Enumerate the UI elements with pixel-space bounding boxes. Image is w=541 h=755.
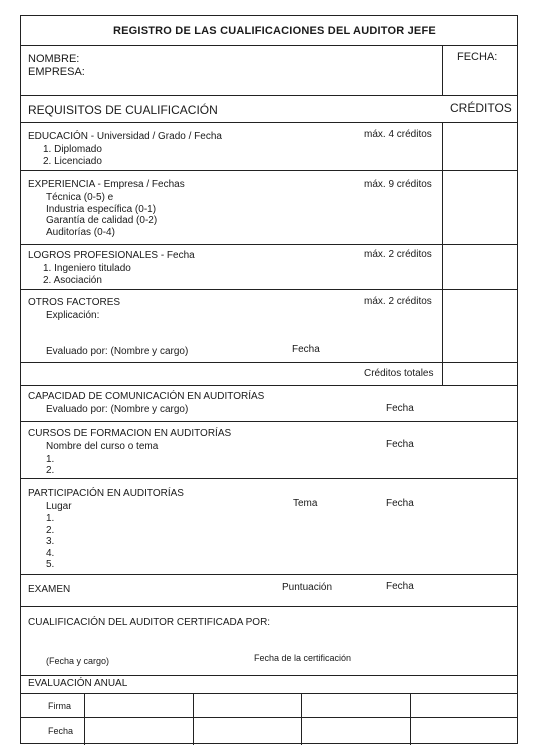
- cursos-item: 1.: [46, 454, 55, 465]
- examen-fecha: Fecha: [386, 581, 414, 592]
- divider: [21, 95, 517, 96]
- participacion-heading: PARTICIPACIÓN EN AUDITORÍAS: [28, 488, 184, 499]
- divider: [21, 606, 517, 607]
- evaluacion-heading: EVALUACIÓN ANUAL: [28, 678, 128, 689]
- experiencia-item: Industria específica (0-1): [46, 204, 157, 215]
- divider: [301, 693, 302, 745]
- evaluacion-firma: Firma: [48, 701, 71, 711]
- participacion-item: 3.: [46, 536, 55, 547]
- divider: [193, 693, 194, 745]
- educacion-max: máx. 4 créditos: [364, 129, 432, 140]
- educacion-item: 2. Licenciado: [43, 156, 102, 167]
- participacion-lugar: Lugar: [46, 501, 72, 512]
- divider: [442, 45, 443, 95]
- fecha-label: FECHA:: [457, 51, 498, 63]
- cursos-heading: CURSOS DE FORMACION EN AUDITORÍAS: [28, 428, 232, 439]
- logros-heading: LOGROS PROFESIONALES - Fecha: [28, 250, 195, 261]
- participacion-item: 4.: [46, 548, 55, 559]
- educacion-heading: EDUCACIÓN - Universidad / Grado / Fecha: [28, 131, 222, 142]
- otros-fecha: Fecha: [292, 344, 320, 355]
- participacion-tema: Tema: [293, 498, 318, 509]
- cursos-item: 2.: [46, 465, 55, 476]
- creditos-totales-label: Créditos totales: [364, 368, 434, 379]
- participacion-item: 1.: [46, 513, 55, 524]
- logros-item: 2. Asociación: [43, 275, 102, 286]
- otros-explicacion: Explicación:: [46, 310, 100, 321]
- divider: [21, 675, 517, 676]
- certificada-fecha-cert: Fecha de la certificación: [254, 653, 352, 663]
- nombre-label: NOMBRE:: [28, 53, 80, 65]
- cursos-fecha: Fecha: [386, 439, 414, 450]
- divider: [442, 122, 443, 362]
- otros-max: máx. 2 créditos: [364, 296, 432, 307]
- experiencia-item: Técnica (0-5) e: [46, 192, 114, 203]
- otros-heading: OTROS FACTORES: [28, 297, 121, 308]
- divider: [21, 574, 517, 575]
- experiencia-max: máx. 9 créditos: [364, 179, 432, 190]
- experiencia-item: Garantía de calidad (0-2): [46, 215, 158, 226]
- empresa-label: EMPRESA:: [28, 66, 85, 78]
- divider: [442, 362, 443, 385]
- comunicacion-heading: CAPACIDAD DE COMUNICACIÓN EN AUDITORÍAS: [28, 391, 265, 402]
- divider: [21, 478, 517, 479]
- divider: [21, 421, 517, 422]
- experiencia-item: Auditorías (0-4): [46, 227, 115, 238]
- creditos-heading: CRÉDITOS: [450, 101, 512, 115]
- divider: [21, 717, 517, 718]
- requisitos-heading: REQUISITOS DE CUALIFICACIÓN: [28, 103, 218, 117]
- cursos-nombre: Nombre del curso o tema: [46, 441, 159, 452]
- participacion-item: 2.: [46, 525, 55, 536]
- participacion-item: 5.: [46, 559, 55, 570]
- logros-max: máx. 2 créditos: [364, 249, 432, 260]
- examen-puntuacion: Puntuación: [282, 582, 333, 593]
- logros-item: 1. Ingeniero titulado: [43, 263, 131, 274]
- experiencia-heading: EXPERIENCIA - Empresa / Fechas: [28, 179, 185, 190]
- educacion-item: 1. Diplomado: [43, 144, 102, 155]
- comunicacion-fecha: Fecha: [386, 403, 414, 414]
- divider: [84, 693, 85, 745]
- participacion-fecha: Fecha: [386, 498, 414, 509]
- divider: [21, 693, 517, 694]
- divider: [410, 693, 411, 745]
- otros-evaluado: Evaluado por: (Nombre y cargo): [46, 346, 189, 357]
- form-frame: [20, 15, 518, 744]
- divider: [21, 385, 517, 386]
- examen-heading: EXAMEN: [28, 584, 71, 595]
- comunicacion-evaluado: Evaluado por: (Nombre y cargo): [46, 404, 189, 415]
- evaluacion-fecha: Fecha: [48, 726, 74, 736]
- certificada-fecha-cargo: (Fecha y cargo): [46, 656, 110, 666]
- certificada-heading: CUALIFICACIÓN DEL AUDITOR CERTIFICADA POR:: [28, 617, 271, 628]
- form-title: REGISTRO DE LAS CUALIFICACIONES DEL AUDITOR JEFE: [113, 25, 436, 37]
